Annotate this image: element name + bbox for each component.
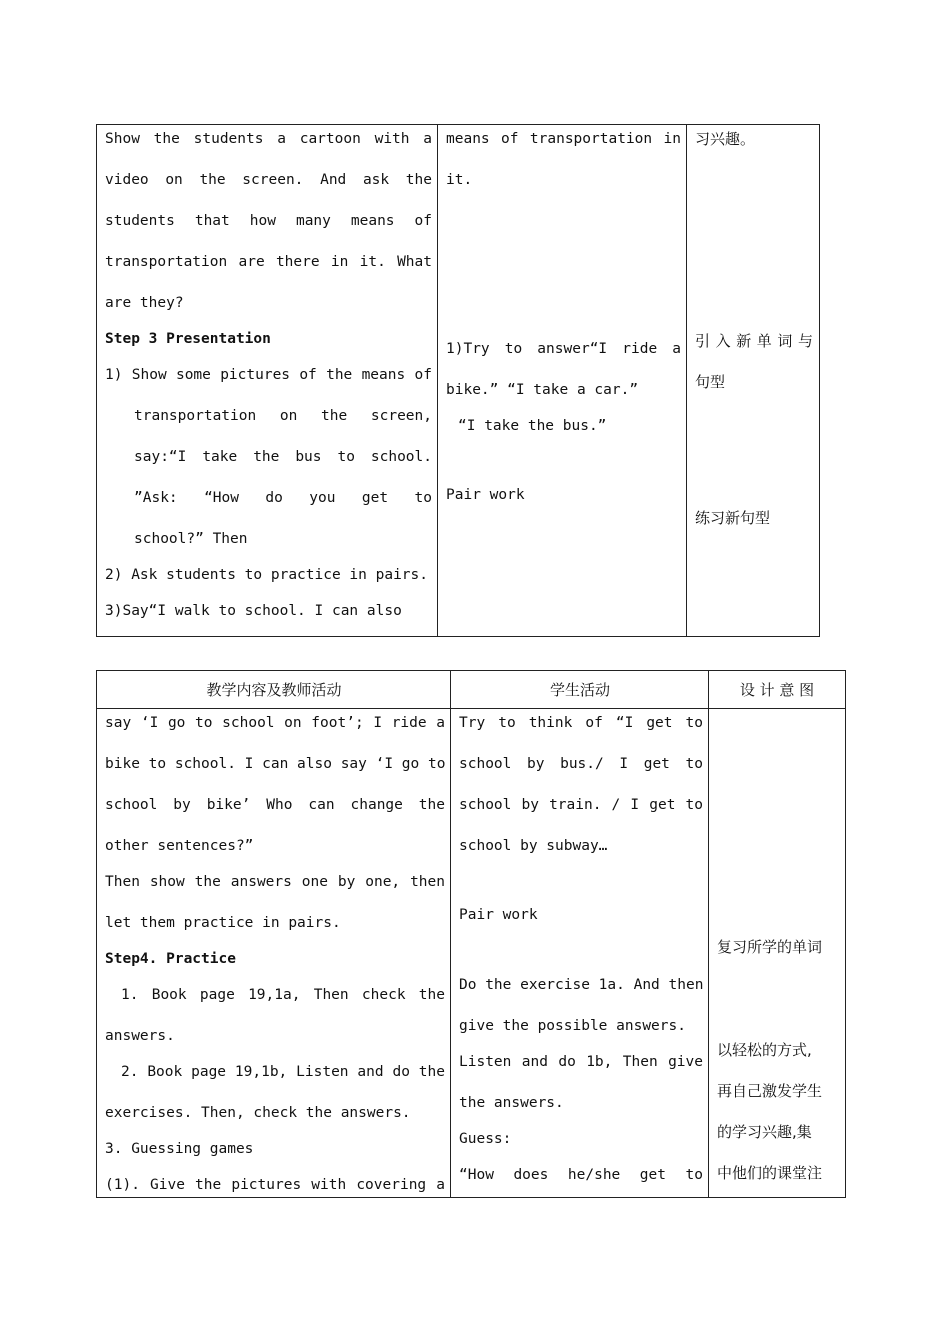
text-line: video on the screen. And ask the (105, 172, 432, 188)
text-line: give the possible answers. (459, 1018, 686, 1034)
teacher-activity-column (97, 125, 438, 636)
text-line: 1) Show some pictures of the means of (105, 367, 432, 383)
text-line: are they? (105, 295, 184, 311)
text-line: say:“I take the bus to school. (134, 449, 432, 465)
lesson-table (96, 670, 846, 1198)
design-intent-column (686, 125, 819, 636)
text-line: 再自己激发学生 (717, 1082, 823, 1100)
text-line: 以轻松的方式, (717, 1041, 812, 1059)
text-line: 1)Try to answer“I ride a (446, 341, 681, 357)
text-line: 中他们的课堂注 (717, 1164, 823, 1182)
text-line: 引入新单词与 (695, 332, 813, 350)
text-line: 复习所学的单词 (717, 938, 823, 956)
text-line: 3)Say“I walk to school. I can also (105, 603, 402, 619)
text-line: “How does he/she get to (459, 1167, 703, 1183)
text-line: 2) Ask students to practice in pairs. (105, 567, 429, 583)
text-line: let them practice in pairs. (105, 915, 341, 931)
text-line: 的学习兴趣,集 (717, 1123, 812, 1141)
text-line: students that how many means of (105, 213, 432, 229)
text-line: 习兴趣。 (695, 130, 756, 148)
text-line: 3. Guessing games (105, 1141, 254, 1157)
text-line: 2. Book page 19,1b, Listen and do the (121, 1064, 445, 1080)
text-line: say ‘I go to school on foot’; I ride a (105, 715, 445, 731)
column-header: 教学内容及教师活动 (97, 671, 451, 709)
text-line: school by bike’ Who can change the (105, 797, 445, 813)
column-header: 学生活动 (451, 671, 709, 709)
column-header: 设 计 意 图 (709, 671, 845, 709)
text-line: Pair work (459, 907, 538, 923)
text-line: Show the students a cartoon with a (105, 131, 432, 147)
text-line: Pair work (446, 487, 525, 503)
text-line: means of transportation in (446, 131, 681, 147)
text-line: school by train. / I get to (459, 797, 703, 813)
student-activity-column (450, 671, 709, 1197)
text-line: Guess: (459, 1131, 512, 1147)
lesson-table-continued (96, 124, 820, 637)
text-line: Then show the answers one by one, then (105, 874, 445, 890)
text-line: school by bus./ I get to (459, 756, 703, 772)
step-heading: Step4. Practice (105, 951, 236, 967)
text-line: transportation are there in it. What (105, 254, 432, 270)
text-line: exercises. Then, check the answers. (105, 1105, 411, 1121)
text-line: 练习新句型 (695, 509, 771, 527)
student-activity-column (437, 125, 687, 636)
teacher-activity-column (97, 671, 451, 1197)
text-line: Try to think of “I get to (459, 715, 703, 731)
text-line: 句型 (695, 373, 726, 391)
text-line: school by subway… (459, 838, 608, 854)
text-line: school?” Then (134, 531, 248, 547)
text-line: other sentences?” (105, 838, 254, 854)
text-line: ”Ask: “How do you get to (134, 490, 432, 506)
text-line: the answers. (459, 1095, 564, 1111)
text-line: “I take the bus.” (458, 418, 607, 434)
text-line: bike.” “I take a car.” (446, 382, 639, 398)
text-line: bike to school. I can also say ‘I go to (105, 756, 445, 772)
text-line: it. (446, 172, 473, 188)
text-line: Do the exercise 1a. And then (459, 977, 703, 993)
text-line: answers. (105, 1028, 175, 1044)
design-intent-column (708, 671, 845, 1197)
text-line: (1). Give the pictures with covering a (105, 1177, 445, 1193)
text-line: 1. Book page 19,1a, Then check the (121, 987, 445, 1003)
text-line: transportation on the screen, (134, 408, 432, 424)
step-heading: Step 3 Presentation (105, 331, 271, 347)
text-line: Listen and do 1b, Then give (459, 1054, 703, 1070)
